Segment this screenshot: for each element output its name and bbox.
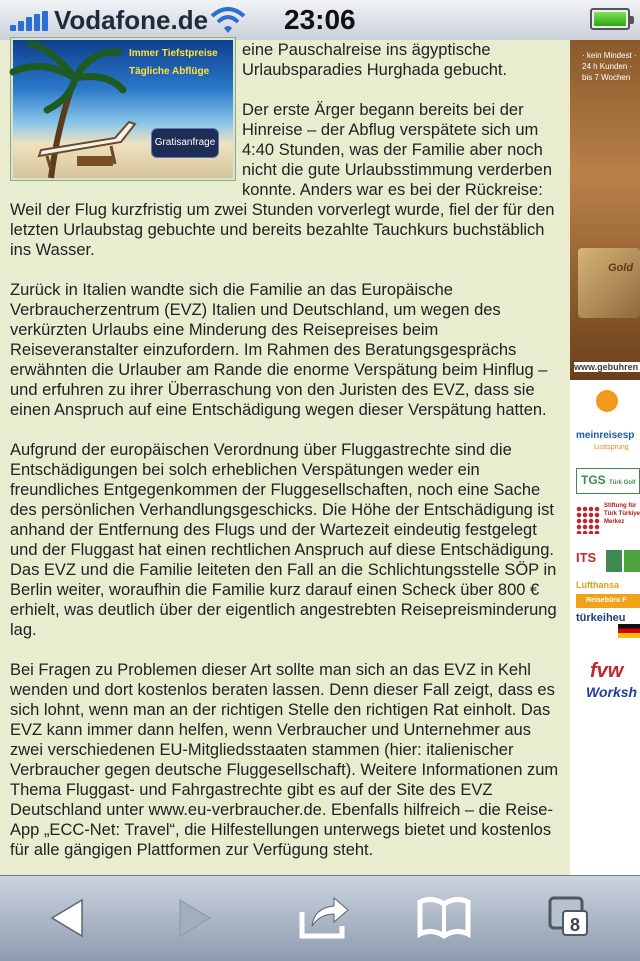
- lufthansa-logo[interactable]: Lufthansa Reisebüro F: [576, 580, 640, 610]
- browser-toolbar: [0, 875, 640, 961]
- fvw-workshop-logo[interactable]: fvw Worksh: [586, 660, 638, 700]
- dot-grid-icon: [576, 506, 600, 534]
- ad-headline: Immer Tiefstpreise: [129, 48, 218, 59]
- tgs-logo[interactable]: TGS Türk Golf: [576, 468, 640, 494]
- award-badge-icon: [606, 550, 622, 572]
- promo-link[interactable]: www.gebuhren: [574, 362, 639, 372]
- sidebar-ads: [570, 40, 640, 875]
- paragraph: Zurück in Italien wandte sich die Familie an das Europäische Verbraucherzentrum (EVZ) Italien und Deutschland, um wegen des verkürzten Urlaubs eine Minderung des Reisepreises beim Reiseveranstalter einzufordern. Im Rahmen des Beratungsgesprächs erwähnten die Urlauber am Rande die enorme Verspätung beim Hinflug – und erfuhren zu ihrer Überraschung von den Juristen des EVZ, dass sie einen Anspruch auf eine Entschädigung wegen dieser Verspätung hatten.: [10, 281, 548, 419]
- battery-icon: [590, 8, 630, 30]
- paragraph: Der erste Ärger begann bereits bei der Hinreise – der Abflug verspätete sich um 4:40 Stunden, was der Familie aber noch nicht die gute Urlaubsstimmung verderben konnte. Anders war es bei der Rückreise: Weil der Flug kurzfristig um zwei Stunden vorverlegt wurde, fiel der für den letzten Urlaubstag gebuchte und bereits bezahlte Tauchkurs buchstäblich ins Wasser.: [10, 101, 555, 259]
- forward-icon[interactable]: [160, 888, 224, 948]
- status-bar: [0, 0, 640, 41]
- clock: 23:06: [284, 4, 356, 35]
- bookmarks-icon[interactable]: [412, 888, 476, 948]
- turkeiheute-logo[interactable]: türkeiheu: [576, 612, 640, 638]
- promo-text: · kein Mindest · 24 h Kunden · bis 7 Wochen: [582, 51, 637, 82]
- back-icon[interactable]: [40, 888, 104, 948]
- its-logo[interactable]: ITS: [576, 550, 640, 576]
- paragraph: Bei Fragen zu Problemen dieser Art sollte man sich an das EVZ in Kehl wenden und dort kostenlos beraten lassen. Denn dieser Fall zeigt, dass es sich lohnt, wenn man an der richtigen Stelle den richtigen Rat einholt. Das EVZ kann immer dann helfen, wenn Verbraucher und Unternehmer aus zwei verschiedenen EU-Mitgliedsstaaten stammen (hier: italienischer Verbraucher gegen deutsche Fluggesellschaft). Weitere Informationen zum Thema Fluggast- und Fahrgastrechte gibt es auf der Site des EVZ Deutschland unter www.eu-verbraucher.de. Ebenfalls hilfreich – die Reise-App „ECC-Net: Travel“, die Hilfestellungen unterwegs bietet und kostenlos für alle gängigen Plattformen zur Verfügung steht.: [10, 661, 559, 859]
- paragraph: eine Pauschalreise ins ägyptische Urlaubsparadies Hurghada gebucht.: [242, 41, 508, 79]
- share-icon[interactable]: [292, 888, 356, 948]
- carrier-name: Vodafone.de: [54, 5, 209, 35]
- meinreisespass-logo[interactable]: meinreisesp Lustsprung: [576, 390, 640, 460]
- signal-strength-icon: [10, 11, 50, 31]
- german-flag-icon: [618, 624, 640, 638]
- article: [0, 40, 570, 900]
- sun-icon: [596, 390, 618, 412]
- wifi-icon: [210, 6, 246, 34]
- ad-subline: Tägliche Abflüge: [129, 66, 210, 77]
- paragraph: Aufgrund der europäischen Verordnung über Fluggastrechte sind die Entschädigungen bei solch erheblichen Verspätungen weder ein freundliches Entgegenkommen der Fluggesellschaften, noch eine Sache des persönlichen Verhandlungsgeschicks. Die Höhe der Entschädigung ist anhand der Entfernung des Flugs und der Wartezeit eindeutig festgelegt und der Fluggast hat einen rechtlichen Anspruch auf diese Entschädigung. Das EVZ und die Familie leiteten den Fall an die Schlichtungsstelle SÖP in Berlin weiter, woraufhin die Familie kurz darauf einen Scheck über 800 € erhielt, was deutlich über der eigentlich angestrebten Reisepreisminderung lag.: [10, 441, 557, 639]
- travel-ad-banner[interactable]: [10, 37, 236, 181]
- stiftung-logo[interactable]: Stiftung für Türk Türkiye Merkez: [576, 502, 640, 542]
- promo-banner[interactable]: [570, 40, 640, 380]
- tabs-count[interactable]: 8: [562, 910, 588, 936]
- article-content[interactable]: [0, 40, 570, 875]
- free-inquiry-button[interactable]: Gratisanfrage: [151, 128, 219, 158]
- award-badge-icon: [624, 550, 640, 572]
- gold-card: Gold: [578, 248, 640, 318]
